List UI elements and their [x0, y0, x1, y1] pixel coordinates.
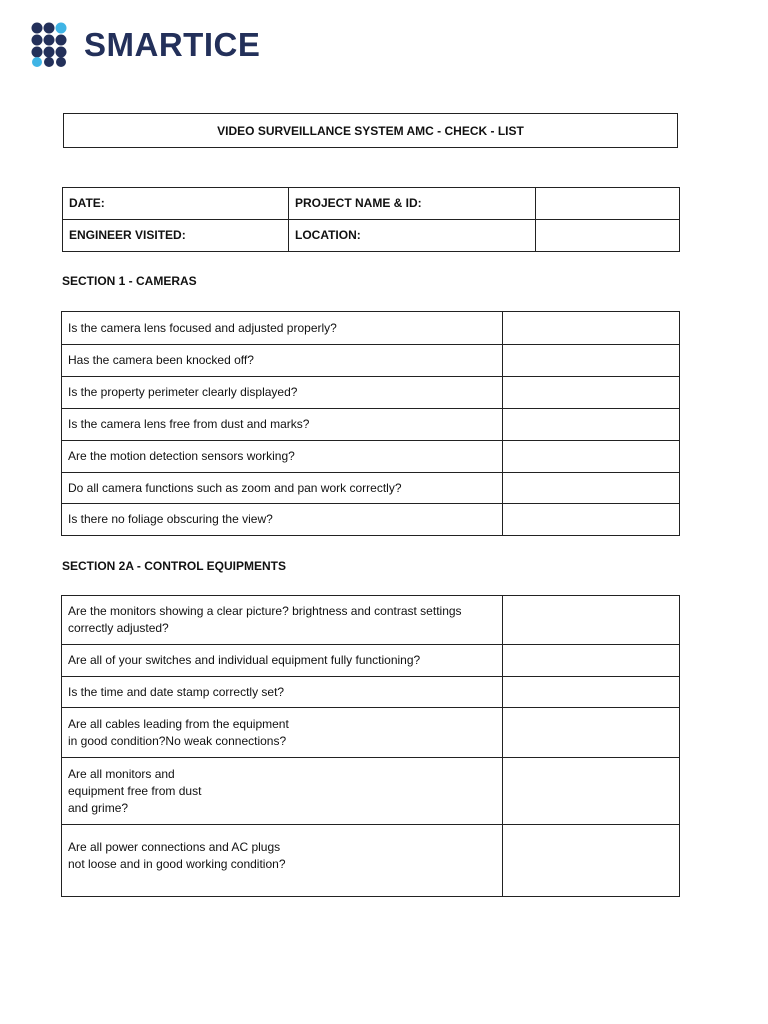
cameras-checklist: [61, 311, 680, 536]
question-cell: Is the time and date stamp correctly set?: [62, 677, 503, 708]
answer-cell[interactable]: [503, 758, 680, 825]
info-row: [63, 220, 680, 252]
question-cell: Has the camera been knocked off?: [62, 345, 503, 377]
answer-cell[interactable]: [503, 377, 680, 409]
table-row: [62, 377, 680, 409]
answer-cell[interactable]: [503, 645, 680, 677]
logo-wordmark: SMARTICE: [84, 25, 261, 63]
answer-cell[interactable]: [503, 409, 680, 441]
project-value-field[interactable]: [536, 188, 680, 220]
location-value-field[interactable]: [536, 220, 680, 252]
table-row: [62, 441, 680, 473]
answer-cell[interactable]: [503, 473, 680, 504]
section2a-heading: SECTION 2A - CONTROL EQUIPMENTS: [62, 559, 287, 573]
table-row: [62, 596, 680, 645]
answer-cell[interactable]: [503, 677, 680, 708]
question-cell: Are all monitors and equipment free from dust and grime?: [62, 758, 503, 825]
answer-cell[interactable]: [503, 596, 680, 645]
location-label: LOCATION:: [289, 220, 536, 252]
brand-logo: [30, 20, 260, 68]
logo-dots-icon: [30, 21, 74, 67]
answer-cell[interactable]: [503, 708, 680, 758]
answer-cell[interactable]: [503, 825, 680, 897]
question-cell: Are the motion detection sensors working?: [62, 441, 503, 473]
question-cell: Is there no foliage obscuring the view?: [62, 504, 503, 536]
date-label: DATE:: [63, 188, 289, 220]
question-cell: Are all power connections and AC plugs not loose and in good working condition?: [62, 825, 503, 897]
question-cell: Are all cables leading from the equipment in good condition?No weak connections?: [62, 708, 503, 758]
info-table: [62, 187, 680, 252]
engineer-label: ENGINEER VISITED:: [63, 220, 289, 252]
answer-cell[interactable]: [503, 312, 680, 345]
table-row: [62, 409, 680, 441]
answer-cell[interactable]: [503, 345, 680, 377]
table-row: [62, 645, 680, 677]
table-row: [62, 708, 680, 758]
section1-heading: SECTION 1 - CAMERAS: [62, 274, 197, 288]
table-row: [62, 758, 680, 825]
question-cell: Is the property perimeter clearly displayed?: [62, 377, 503, 409]
question-cell: Are the monitors showing a clear picture? brightness and contrast settings correctly adjusted?: [62, 596, 503, 645]
table-row: [62, 504, 680, 536]
table-row: [62, 825, 680, 897]
info-row: [63, 188, 680, 220]
table-row: [62, 473, 680, 504]
question-cell: Are all of your switches and individual equipment fully functioning?: [62, 645, 503, 677]
question-cell: Do all camera functions such as zoom and pan work correctly?: [62, 473, 503, 504]
control-equipment-checklist: [61, 595, 680, 897]
question-cell: Is the camera lens focused and adjusted properly?: [62, 312, 503, 345]
answer-cell[interactable]: [503, 504, 680, 536]
table-row: [62, 677, 680, 708]
project-label: PROJECT NAME & ID:: [289, 188, 536, 220]
answer-cell[interactable]: [503, 441, 680, 473]
question-cell: Is the camera lens free from dust and marks?: [62, 409, 503, 441]
table-row: [62, 345, 680, 377]
table-row: [62, 312, 680, 345]
document-title: VIDEO SURVEILLANCE SYSTEM AMC - CHECK - LIST: [63, 113, 678, 148]
